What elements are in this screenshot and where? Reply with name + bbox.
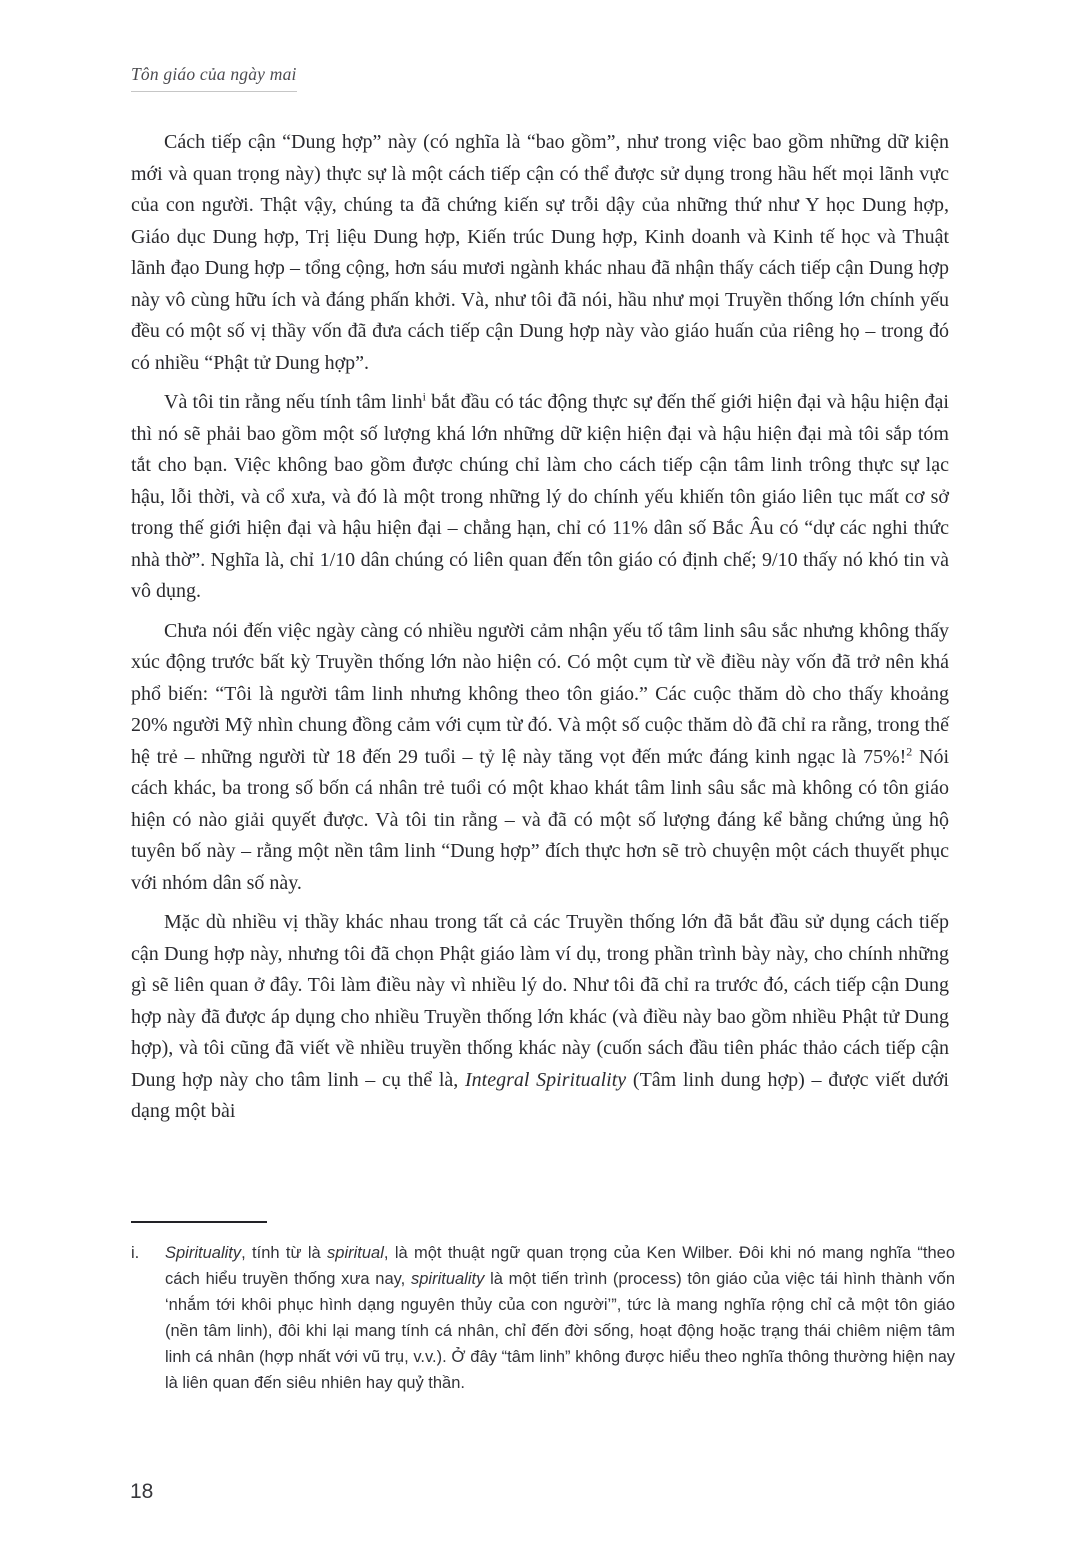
body-text [131,127,949,1128]
footnote-term-spirituality-2: spirituality [410,1270,485,1288]
paragraph-2 [131,387,949,608]
footnote-term-spiritual: spiritual [327,1244,384,1262]
paragraph-3-text: Chưa nói đến việc ngày càng có nhiều người cảm nhận yếu tố tâm linh sâu sắc nhưng không thấy xúc động trước bất kỳ Truyền thống lớn nào hiện có. Có một cụm từ về điều này vốn đã trở nên khá phổ biến: “Tôi là người tâm linh nhưng không theo tôn giáo.” Các cuộc thăm dò cho thấy khoảng 20% người Mỹ nhìn chung đồng cảm với cụm từ đó. Và một số cuộc thăm dò đã chỉ ra rằng, trong thế hệ trẻ – những người từ 18 đến 29 tuổi – tỷ lệ này tăng vọt đến mức đáng kinh ngạc là 75%! [131,619,949,768]
footnote-row [131,1240,955,1396]
footnote [131,1240,955,1396]
footnote-text-seg: , là một thuật ngữ quan trọng của Ken Wilber. Đôi khi nó mang nghĩa “theo cách hiểu truyền thống xưa nay, [165,1244,956,1288]
paragraph-4 [131,907,949,1128]
paragraph-3 [131,616,949,900]
running-header: Tôn giáo của ngày mai [131,64,297,92]
footnote-text [165,1240,955,1396]
paragraph-4-text: Mặc dù nhiều vị thầy khác nhau trong tất cả các Truyền thống lớn đã bắt đầu sử dụng cách tiếp cận Dung hợp này, nhưng tôi đã chọn Phật giáo làm ví dụ, trong phần trình bày này, cho chính những gì sẽ liên quan ở đây. Tôi làm điều này vì nhiều lý do. Như tôi đã chỉ ra trước đó, cách tiếp cận Dung hợp này đã được áp dụng cho nhiều Truyền thống lớn khác (và điều này bao gồm nhiều Phật tử Dung hợp), và tôi cũng đã viết về nhiều truyền thống khác này (cuốn sách đầu tiên phác thảo cách tiếp cận Dung hợp này cho tâm linh – cụ thể là, [131,911,949,1091]
footnote-term-spirituality: Spirituality [165,1244,242,1262]
paragraph-1: Cách tiếp cận “Dung hợp” này (có nghĩa là “bao gồm”, như trong việc bao gồm những dữ kiện mới và quan trọng này) thực sự là một cách tiếp cận có thể được sử dụng trong hầu hết mọi lãnh vực của con người. Thật vậy, chúng ta đã chứng kiến sự trỗi dậy của những thứ như Y học Dung hợp, Giáo dục Dung hợp, Trị liệu Dung hợp, Kiến trúc Dung hợp, Kinh doanh và Kinh tế học và Thuật lãnh đạo Dung hợp – tổng cộng, hơn sáu mươi ngành khác nhau đã nhận thấy cách tiếp cận Dung hợp này vô cùng hữu ích và đáng phấn khởi. Và, như tôi đã nói, hầu như mọi Truyền thống lớn chính yếu đều có một số vị thầy vốn đã đưa cách tiếp cận Dung hợp này vào giáo huấn của riêng họ – trong đó có nhiều “Phật tử Dung hợp”. [131,131,949,374]
paragraph-3-text-cont: Nói cách khác, ba trong số bốn cá nhân trẻ tuổi có một khao khát tâm linh sâu sắc mà không có tôn giáo hiện có nào giải quyết được. Và tôi tin rằng – và đã có một số lượng đáng kể bằng chứng ủng hộ tuyên bố này – rằng một nền tâm linh “Dung hợp” đích thực hơn sẽ trò chuyện một cách thuyết phục với nhóm dân số này. [131,745,949,894]
footnote-marker: i. [131,1244,140,1262]
footnote-ref-i: i [422,389,426,404]
footnote-separator [131,1221,267,1223]
book-title-italic: Integral Spirituality [465,1068,627,1091]
footnote-text-seg: , tính từ là [241,1244,328,1262]
footnote-text-seg: là một tiến trình (process) tôn giáo của việc tái hình thành vốn ‘nhắm tới khôi phục hình dạng nguyên thủy của con người’”, tức là mang nghĩa rộng chỉ cả một tôn giáo (nền tâm linh), đôi khi lại mang tính cá nhân, chỉ đến đời sống, hoạt động hoặc trạng thái chiêm niệm tâm linh cá nhân (hợp nhất với vũ trụ, v.v.). Ở đây “tâm linh” không được hiểu theo nghĩa thông thường hiện nay là liên quan đến siêu nhiên hay quỷ thần. [165,1270,955,1392]
endnote-ref-2: 2 [906,743,913,758]
paragraph-2-text: Và tôi tin rằng nếu tính tâm linh [164,391,423,413]
paragraph-2-text-cont: bắt đầu có tác động thực sự đến thế giới hiện đại và hậu hiện đại thì nó sẽ phải bao gồm một số lượng khá lớn những dữ kiện hiện đại và hậu hiện đại mà tôi sắp tóm tắt cho bạn. Việc không bao gồm được chúng chỉ làm cho cách tiếp cận tâm linh trông thực sự lạc hậu, lỗi thời, và cổ xưa, và đó là một trong những lý do chính yếu khiến tôn giáo liên tục mất cơ sở trong thế giới hiện đại và hậu hiện đại – chẳng hạn, chỉ có 11% dân số Bắc Âu có “dự các nghi thức nhà thờ”. Nghĩa là, chỉ 1/10 dân chúng có liên quan đến tôn giáo có định chế; 9/10 thấy nó khó tin và vô dụng. [131,391,949,602]
page-number: 18 [130,1480,154,1503]
paragraph-4-text-cont: (Tâm linh dung hợp) – được viết dưới dạng một bài [131,1068,949,1122]
